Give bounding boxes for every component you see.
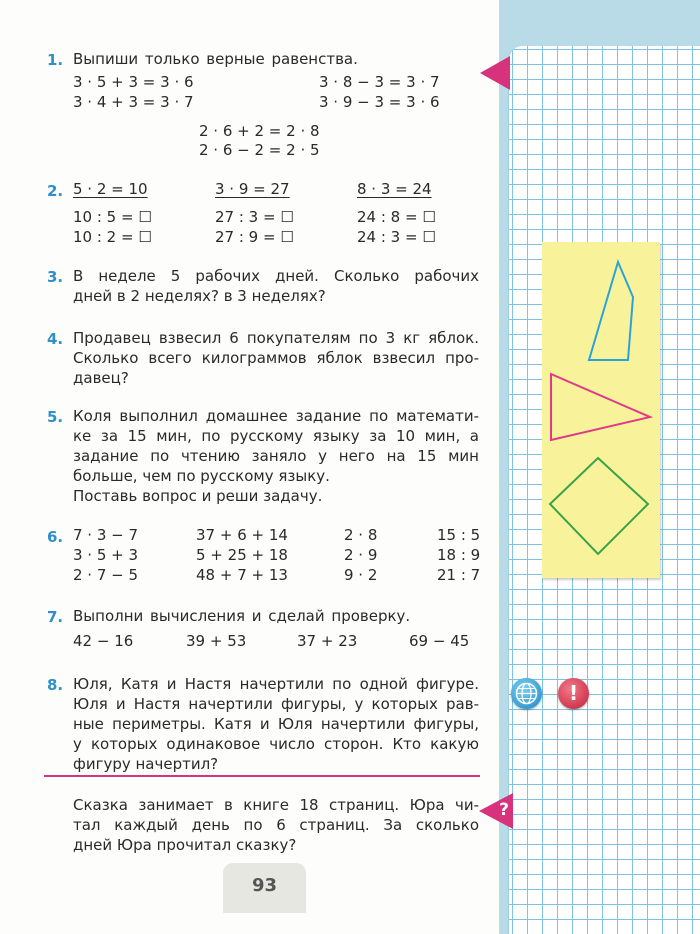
- task-number: 4.: [47, 330, 64, 348]
- section-divider: [44, 775, 480, 777]
- task-line: Юля и Настя начертили фигуры, у которых рав-: [73, 695, 479, 713]
- expression: 2 · 8: [344, 526, 378, 544]
- task-number: 6.: [47, 528, 64, 546]
- rhombus-figure: [550, 458, 648, 554]
- equation: 3 · 5 + 3 = 3 · 6: [73, 73, 194, 91]
- task-line: больше, чем по русскому языку.: [73, 467, 330, 485]
- expression: 5 + 25 + 18: [196, 546, 288, 564]
- question-icon: ?: [499, 800, 509, 820]
- expression: 48 + 7 + 13: [196, 566, 288, 584]
- bonus-line: Сказка занимает в книге 18 страниц. Юра чи-: [73, 796, 479, 814]
- expression: 39 + 53: [186, 632, 247, 650]
- task-line: фигуру начертил?: [73, 755, 219, 773]
- triangle-figure: [551, 374, 650, 440]
- page-number: 93: [251, 875, 278, 896]
- bonus-line: тал каждый день по 6 страниц. За сколько: [73, 816, 479, 834]
- equation: 5 · 2 = 10: [73, 180, 148, 198]
- equation: 24 : 3 = ☐: [357, 228, 436, 246]
- equation: 3 · 9 = 27: [215, 180, 290, 198]
- task-line: ные периметры. Катя и Юля начертили фигуры,: [73, 715, 479, 733]
- equation: 27 : 9 = ☐: [215, 228, 294, 246]
- task-line: Поставь вопрос и реши задачу.: [73, 487, 323, 505]
- expression: 42 − 16: [73, 632, 134, 650]
- expression: 18 : 9: [437, 546, 481, 564]
- task-number: 5.: [47, 408, 64, 426]
- equation: 2 · 6 + 2 = 2 · 8: [199, 122, 320, 140]
- expression: 2 · 7 − 5: [73, 566, 139, 584]
- equation: 2 · 6 − 2 = 2 · 5: [199, 141, 320, 159]
- expression: 7 · 3 − 7: [73, 526, 139, 544]
- expression: 15 : 5: [437, 526, 481, 544]
- equation: 8 · 3 = 24: [357, 180, 432, 198]
- quadrilateral-figure: [589, 262, 633, 360]
- task-line: Коля выполнил домашнее задание по математи-: [73, 407, 479, 425]
- alert-icon[interactable]: !: [558, 678, 589, 709]
- expression: 9 · 2: [344, 566, 378, 584]
- page-number-tab: [223, 863, 306, 913]
- task-line: дней в 2 неделях? в 3 неделях?: [73, 287, 326, 305]
- expression: 37 + 23: [297, 632, 358, 650]
- task-line: В неделе 5 рабочих дней. Сколько рабочих: [73, 267, 479, 285]
- section-marker-triangle: [480, 56, 510, 90]
- equation: 3 · 4 + 3 = 3 · 7: [73, 93, 194, 111]
- task-line: Продавец взвесил 6 покупателям по 3 кг яблок.: [73, 329, 479, 347]
- equation: 10 : 2 = ☐: [73, 228, 152, 246]
- task-number: 3.: [47, 268, 64, 286]
- figures-card: [542, 242, 660, 578]
- equation: 3 · 9 − 3 = 3 · 6: [319, 93, 440, 111]
- bonus-line: дней Юра прочитал сказку?: [73, 836, 297, 854]
- task-line: Сколько всего килограммов яблок взвесил про-: [73, 349, 479, 367]
- equation: 10 : 5 = ☐: [73, 208, 152, 226]
- task-number: 1.: [47, 51, 64, 69]
- expression: 37 + 6 + 14: [196, 526, 288, 544]
- task-text: Выпиши только верные равенства.: [73, 50, 358, 68]
- equation: 27 : 3 = ☐: [215, 208, 294, 226]
- task-line: Юля, Катя и Настя начертили по одной фигуре.: [73, 675, 479, 693]
- task-line: у которых одинаковое число сторон. Кто какую: [73, 735, 479, 753]
- task-number: 2.: [47, 182, 64, 200]
- expression: 69 − 45: [409, 632, 470, 650]
- expression: 2 · 9: [344, 546, 378, 564]
- equation: 3 · 8 − 3 = 3 · 7: [319, 73, 440, 91]
- task-number: 7.: [47, 608, 64, 626]
- task-line: ке за 15 мин, по русскому языку за 10 мин, а: [73, 427, 479, 445]
- task-line: задание по чтению заняло у него на 15 мин: [73, 447, 479, 465]
- task-line: давец?: [73, 369, 129, 387]
- expression: 3 · 5 + 3: [73, 546, 139, 564]
- expression: 21 : 7: [437, 566, 481, 584]
- globe-icon[interactable]: [511, 678, 542, 709]
- task-number: 8.: [47, 676, 64, 694]
- task-text: Выполни вычисления и сделай проверку.: [73, 607, 411, 625]
- equation: 24 : 8 = ☐: [357, 208, 436, 226]
